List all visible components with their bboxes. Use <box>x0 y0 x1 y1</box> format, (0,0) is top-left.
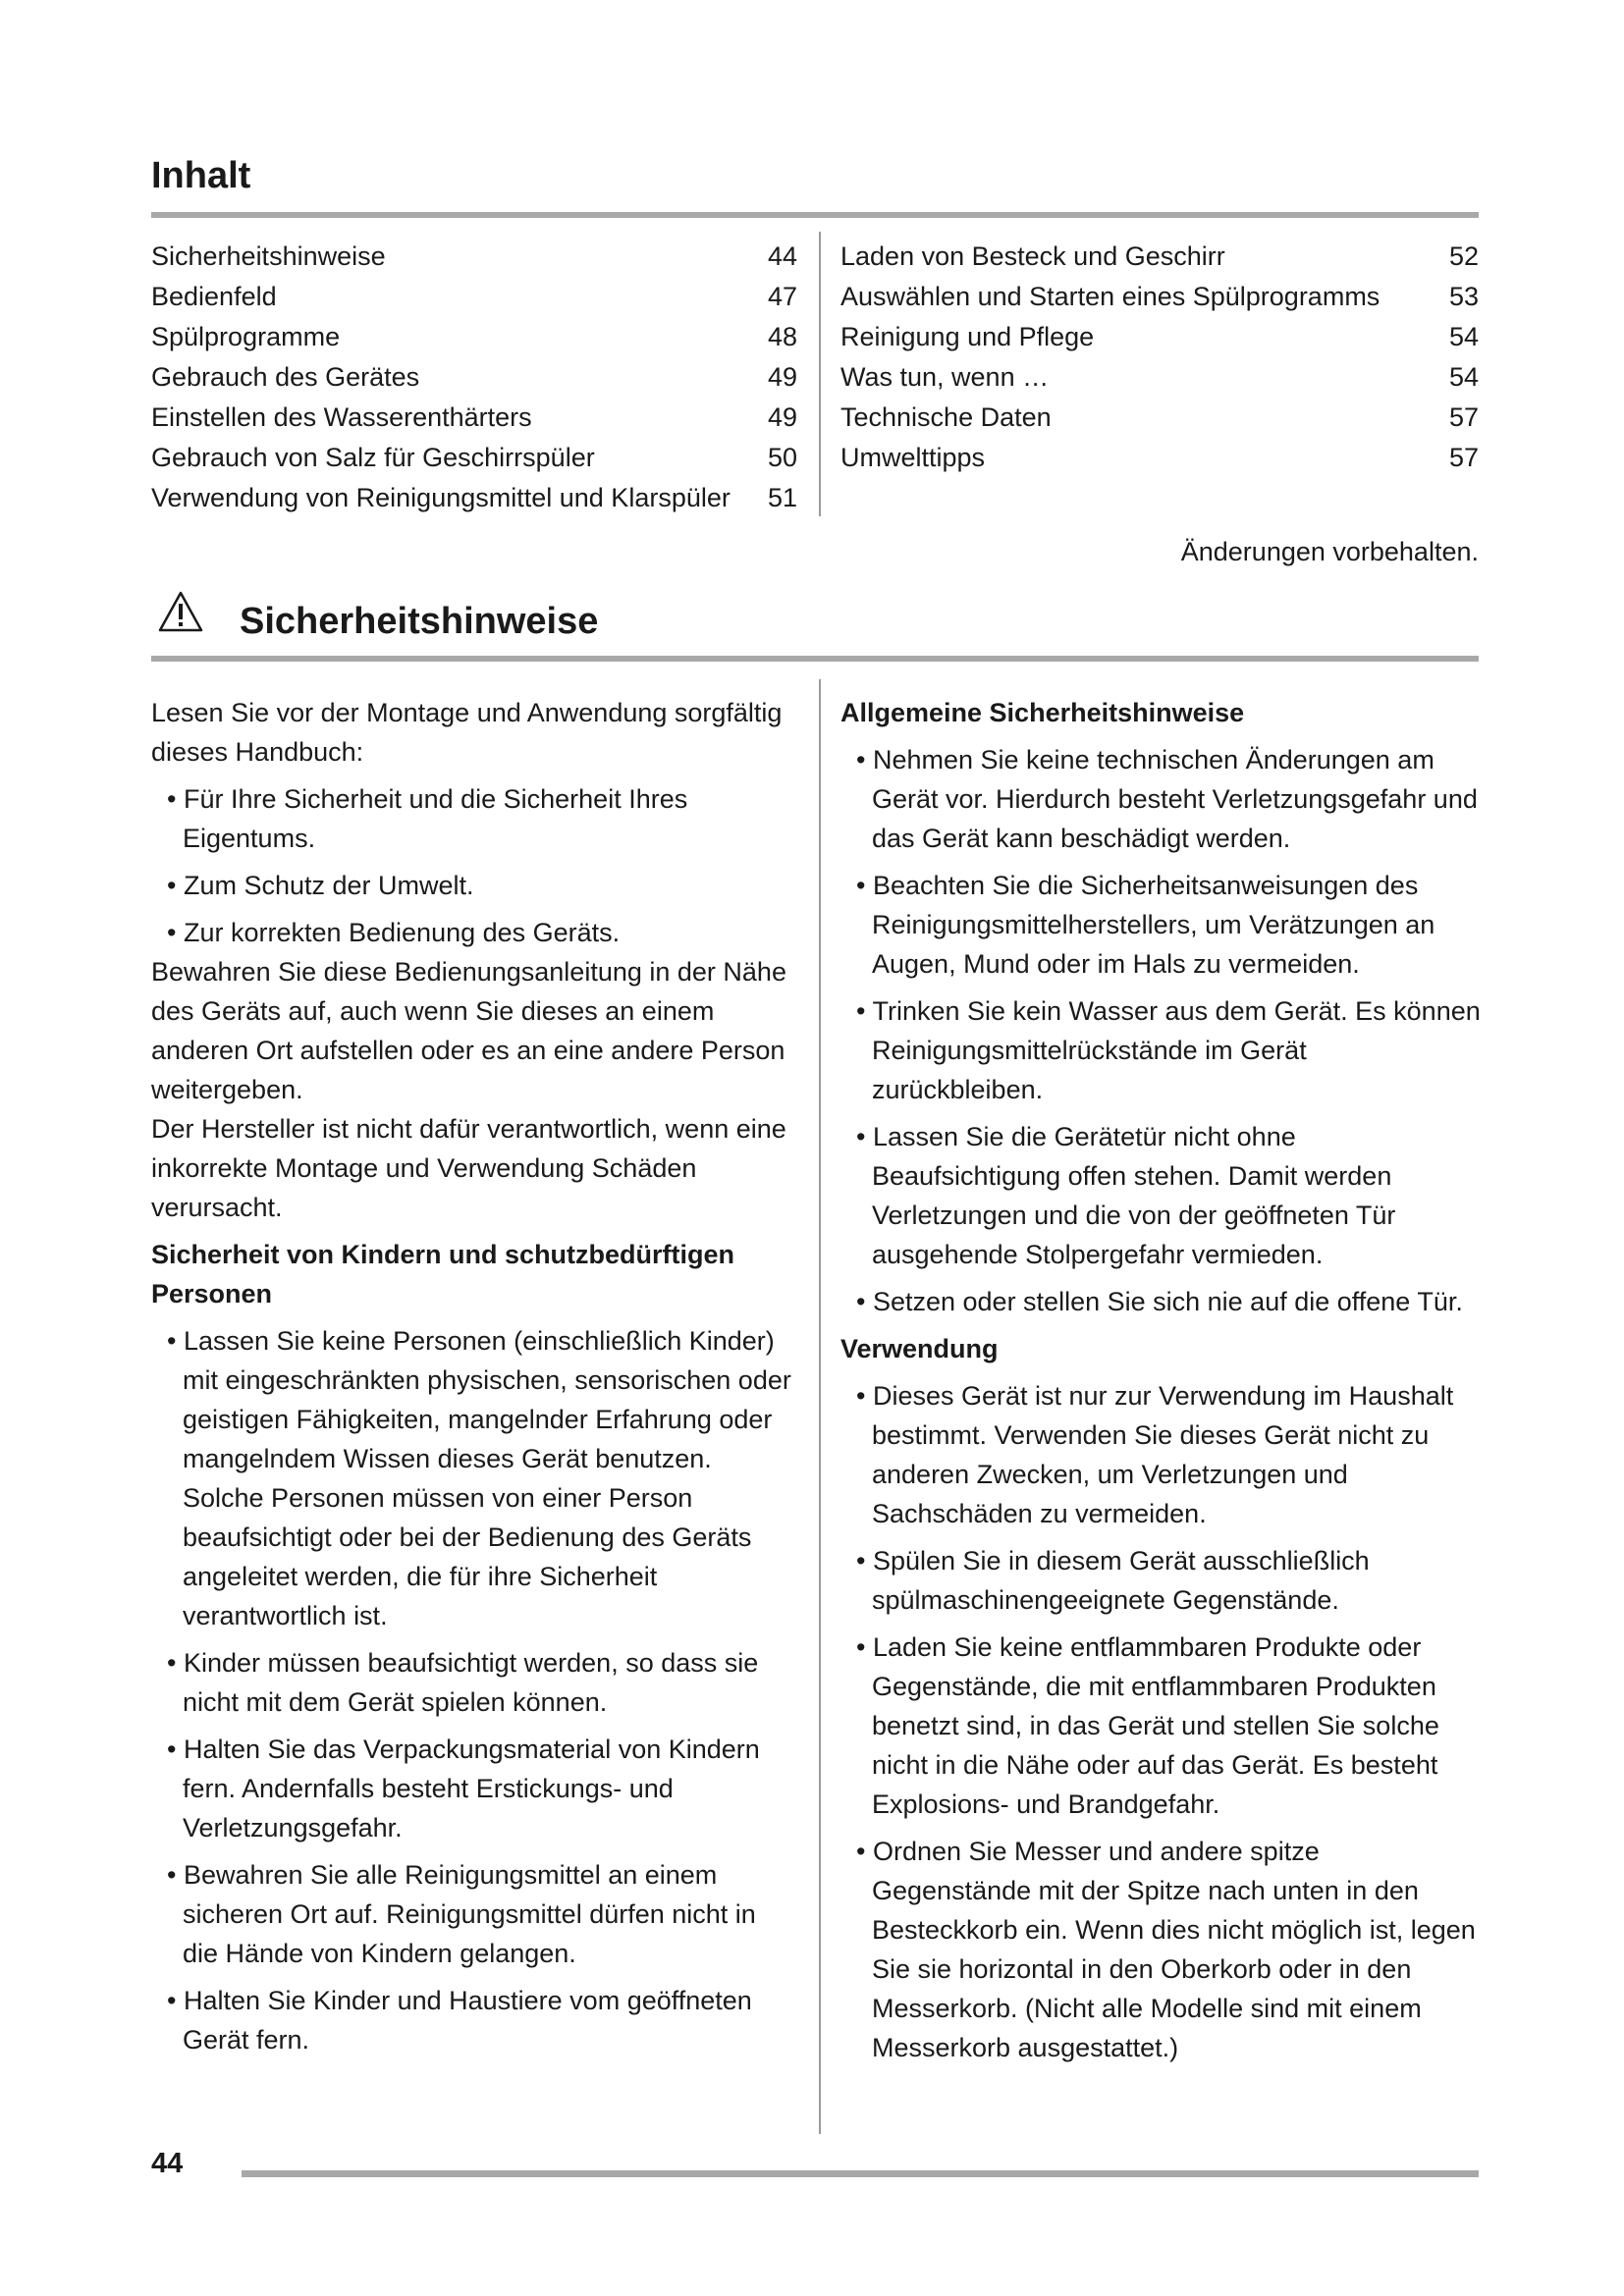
toc-entry[interactable] <box>840 317 1479 357</box>
toc-entry-title: Gebrauch von Salz für Geschirrspüler <box>151 443 595 472</box>
toc-entry-title: Bedienfeld <box>151 282 277 311</box>
toc-entry[interactable] <box>840 438 1479 478</box>
safety-title-rule <box>151 656 1479 662</box>
toc-entry-title: Verwendung von Reinigungsmittel und Klarspüler <box>151 483 731 512</box>
toc-entry[interactable] <box>151 237 797 277</box>
paragraph: Lesen Sie vor der Montage und Anwendung sorgfältig dieses Handbuch: <box>151 698 783 767</box>
changes-note: Änderungen vorbehalten. <box>1180 537 1479 566</box>
toc-entry-page: 50 <box>767 443 797 472</box>
bullet-item: • Ordnen Sie Messer und andere spitze Gegenstände mit der Spitze nach unten in den Besteckkorb ein. Wenn dies nicht möglich ist, legen Sie sie horizontal in den Oberkorb oder in den Messerkorb. (Nicht alle Modelle sind mit einem Messerkorb ausgestattet.) <box>856 1837 1476 2062</box>
bullet-item: • Spülen Sie in diesem Gerät ausschließlich spülmaschinengeeignete Gegenstände. <box>856 1546 1370 1615</box>
bullet-item: • Lassen Sie die Gerätetür nicht ohne Beaufsichtigung offen stehen. Damit werden Verletzungen und die von der geöffneten Tür ausgehende Stolpergefahr vermieden. <box>856 1122 1396 1269</box>
bullet-item: • Beachten Sie die Sicherheitsanweisungen des Reinigungsmittelherstellers, um Verätzungen an Augen, Mund oder im Hals zu vermeiden. <box>856 871 1435 979</box>
paragraph: Bewahren Sie diese Bedienungsanleitung in der Nähe des Geräts auf, auch wenn Sie dieses an einem anderen Ort aufstellen oder es an eine andere Person weitergeben. <box>151 957 786 1104</box>
toc-entry-page: 47 <box>767 282 797 311</box>
bullet-item: • Für Ihre Sicherheit und die Sicherheit Ihres Eigentums. <box>167 784 688 853</box>
toc-entry-page: 54 <box>1448 362 1479 392</box>
bullet-item: • Kinder müssen beaufsichtigt werden, so dass sie nicht mit dem Gerät spielen können. <box>167 1648 759 1717</box>
bullet-item: • Lassen Sie keine Personen (einschließlich Kinder) mit eingeschränkten physischen, sensorischen oder geistigen Fähigkeiten, mangelnder Erfahrung oder mangelndem Wissen dieses Gerät benutzen. Solche Personen müssen von einer Person beaufsichtigt oder bei der Bedienung des Geräts angeleitet werden, die für ihre Sicherheit verantwortlich ist. <box>167 1326 791 1630</box>
toc-entry[interactable] <box>840 277 1479 317</box>
toc-entry-page: 48 <box>767 322 797 351</box>
toc-entry-page: 52 <box>1448 241 1479 271</box>
footer-rule <box>242 2170 1479 2177</box>
toc-entry[interactable] <box>151 317 797 357</box>
toc-entry-page: 51 <box>767 483 797 512</box>
toc-entry[interactable] <box>840 357 1479 398</box>
toc-entry[interactable] <box>151 438 797 478</box>
bullet-item: • Halten Sie das Verpackungsmaterial von Kindern fern. Andernfalls besteht Erstickungs- und Verletzungsgefahr. <box>167 1735 760 1842</box>
toc-entry-title: Gebrauch des Gerätes <box>151 362 420 392</box>
bullet-item: • Zum Schutz der Umwelt. <box>167 871 474 900</box>
toc-right-column <box>840 237 1479 478</box>
subheading: Allgemeine Sicherheitshinweise <box>840 698 1245 727</box>
toc-left-column <box>151 237 797 518</box>
toc-entry-title: Einstellen des Wasserenthärters <box>151 402 532 432</box>
toc-entry-page: 44 <box>767 241 797 271</box>
bullet-item: • Nehmen Sie keine technischen Änderungen am Gerät vor. Hierdurch besteht Verletzungsgefahr und das Gerät kann beschädigt werden. <box>856 745 1478 853</box>
subheading: Verwendung <box>840 1334 999 1363</box>
safety-title: Sicherheitshinweise <box>240 601 599 642</box>
bullet-item: • Halten Sie Kinder und Haustiere vom geöffneten Gerät fern. <box>167 1986 752 2055</box>
toc-entry-title: Was tun, wenn … <box>840 362 1050 392</box>
bullet-item: • Trinken Sie kein Wasser aus dem Gerät. Es können Reinigungsmittelrückstände im Gerät zurückbleiben. <box>856 996 1481 1104</box>
bullet-item: • Dieses Gerät ist nur zur Verwendung im Haushalt bestimmt. Verwenden Sie dieses Gerät nicht zu anderen Zwecken, um Verletzungen und Sachschäden zu vermeiden. <box>856 1381 1454 1528</box>
toc-title: Inhalt <box>151 155 251 196</box>
subheading: Sicherheit von Kindern und schutzbedürftigen Personen <box>151 1240 735 1308</box>
toc-entry-page: 49 <box>767 402 797 432</box>
toc-entry[interactable] <box>151 398 797 438</box>
toc-title-rule <box>151 212 1479 218</box>
toc-entry[interactable] <box>151 357 797 398</box>
toc-column-divider <box>819 232 821 516</box>
bullet-item: • Zur korrekten Bedienung des Geräts. <box>167 918 621 947</box>
toc-entry-page: 57 <box>1448 443 1479 472</box>
toc-entry-title: Auswählen und Starten eines Spülprogramms <box>840 282 1380 311</box>
toc-entry[interactable] <box>151 277 797 317</box>
safety-right-column <box>840 693 1481 2067</box>
safety-left-column <box>151 693 795 2059</box>
toc-entry-title: Sicherheitshinweise <box>151 241 386 271</box>
toc-entry-page: 54 <box>1448 322 1479 351</box>
toc-entry[interactable] <box>840 398 1479 438</box>
toc-entry[interactable] <box>840 237 1479 277</box>
bullet-item: • Bewahren Sie alle Reinigungsmittel an einem sicheren Ort auf. Reinigungsmittel dürfen nicht in die Hände von Kindern gelangen. <box>167 1860 756 1968</box>
toc-entry-page: 57 <box>1448 402 1479 432</box>
toc-entry-title: Umwelttipps <box>840 443 986 472</box>
warning-triangle-icon <box>157 590 204 633</box>
toc-entry-page: 53 <box>1448 282 1479 311</box>
bullet-item: • Setzen oder stellen Sie sich nie auf die offene Tür. <box>856 1287 1463 1316</box>
toc-entry-title: Laden von Besteck und Geschirr <box>840 241 1225 271</box>
body-column-divider <box>819 679 821 2134</box>
bullet-item: • Laden Sie keine entflammbaren Produkte oder Gegenstände, die mit entflammbaren Produkten benetzt sind, in das Gerät und stellen Sie solche nicht in die Nähe oder auf das Gerät. Es besteht Explosions- und Brandgefahr. <box>856 1632 1439 1819</box>
toc-entry[interactable] <box>151 478 797 518</box>
paragraph: Der Hersteller ist nicht dafür verantwortlich, wenn eine inkorrekte Montage und Verwendung Schäden verursacht. <box>151 1114 786 1222</box>
toc-entry-title: Reinigung und Pflege <box>840 322 1095 351</box>
toc-entry-page: 49 <box>767 362 797 392</box>
page-number: 44 <box>151 2148 184 2179</box>
toc-entry-title: Spülprogramme <box>151 322 341 351</box>
toc-entry-title: Technische Daten <box>840 402 1052 432</box>
